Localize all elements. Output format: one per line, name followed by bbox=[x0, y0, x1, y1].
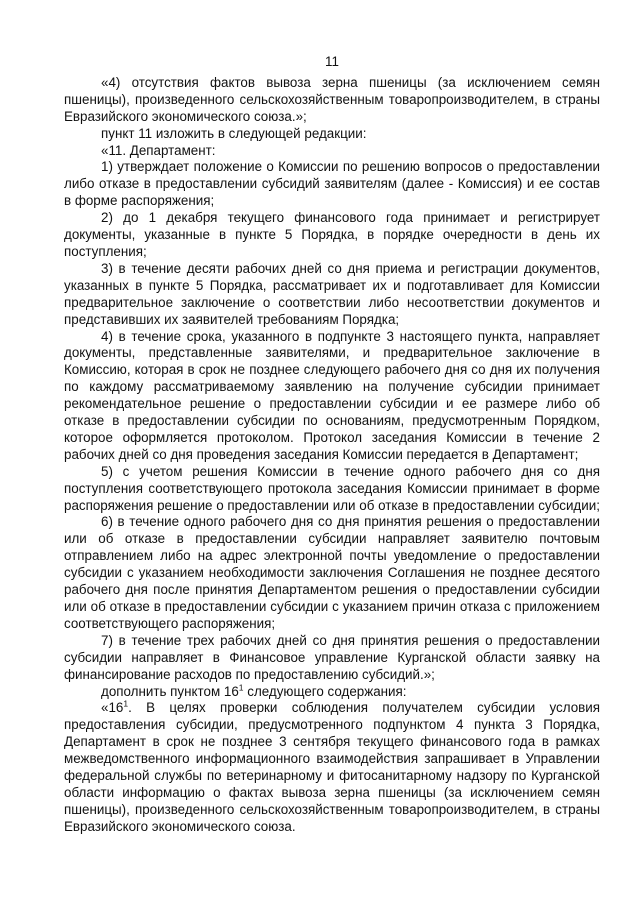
paragraph-subpoint-5: 5) с учетом решения Комиссии в течение одного рабочего дня со дня поступления соответствующего протокола заседания Комиссии принимает в форме распоряжения решение о предоставлении или об отказе в предоставлении субсидии; bbox=[64, 463, 600, 513]
paragraph-point-16-1 bbox=[64, 700, 600, 835]
paragraph-add-point-16-1 bbox=[64, 684, 600, 701]
paragraph-subpoint-7: 7) в течение трех рабочих дней со дня принятия решения о предоставлении субсидии направляет в Финансовое управление Курганской области заявку на финансирование расходов по предоставлению субсидий.»; bbox=[64, 632, 600, 682]
clause-number-superscript: 1 bbox=[123, 698, 129, 709]
paragraph-subpoint-3: 3) в течение десяти рабочих дней со дня приема и регистрации документов, указанных в пункте 5 Порядка, рассматривает их и подготавливает для Комиссии предварительное заключение о соответствии либо несоответствии документов и представивших их заявителей требованиям Порядка; bbox=[64, 260, 600, 327]
supplement-intro-after: следующего содержания: bbox=[243, 683, 407, 699]
paragraph-subpoint-4-end: «4) отсутствия фактов вывоза зерна пшеницы (за исключением семян пшеницы), произведенного сельскохозяйственным товаропроизводителем, в страны Евразийского экономического союза.»; bbox=[64, 74, 600, 124]
clause-number: «16 bbox=[101, 700, 124, 716]
paragraph-subpoint-1: 1) утверждает положение о Комиссии по решению вопросов о предоставлении либо отказе в предоставлении субсидий заявителям (далее - Комиссия) и ее состав в форме распоряжения; bbox=[64, 159, 600, 209]
paragraph-subpoint-4: 4) в течение срока, указанного в подпункте 3 настоящего пункта, направляет документы, представленные заявителями, и предварительное заключение в Комиссию, которая в срок не позднее следующего рабочего дня со дня их получения по каждому рассматриваемому заявлению на получение субсидии принимает рекомендательное решение о предоставлении субсидии и ее размере либо об отказе в предоставлении субсидии по основаниям, предусмотренным Порядком, которое оформляется протоколом. Протокол заседания Комиссии в течение 2 рабочих дней со дня проведения заседания Комиссии передается в Департамент; bbox=[64, 328, 600, 462]
paragraph-subpoint-6: 6) в течение одного рабочего дня со дня принятия решения о предоставлении или об отказе в предоставлении субсидии направляет заявителю почтовым отправлением либо на адрес электронной почты уведомление о предоставлении субсидии с указанием необходимости заключения Соглашения не позднее десятого рабочего дня после принятия Департаментом решения о предоставлении субсидии или об отказе в предоставлении субсидии с указанием причин отказа с приложением соответствующего распоряжения; bbox=[64, 514, 600, 631]
page-number: 11 bbox=[325, 54, 339, 69]
paragraph-subpoint-2: 2) до 1 декабря текущего финансового года принимает и регистрирует документы, указанные в пункте 5 Порядка, в порядке очередности в день их поступления; bbox=[64, 210, 600, 259]
supplement-intro-before: дополнить пунктом 16 bbox=[101, 683, 239, 699]
document-page bbox=[64, 54, 600, 836]
paragraph-amend-point-11: пункт 11 изложить в следующей редакции: bbox=[101, 125, 367, 141]
supplement-intro-superscript: 1 bbox=[238, 682, 244, 693]
paragraph-point-11-heading: «11. Департамент: bbox=[101, 142, 216, 158]
clause-text: . В целях проверки соблюдения получателем субсидии условия предоставления субсидии, предусмотренного подпунктом 4 пункта 3 Порядка, Департамент в срок не позднее 3 сентября текущего финансового года в рамках межведомственного информационного взаимодействия запрашивает в Управлении федеральной службы по ветеринарному и фитосанитарному надзору по Курганской области информацию о фактах вывоза зерна пшеницы (за исключением семян пшеницы), произведенного сельскохозяйственным товаропроизводителем, в страны Евразийского экономического союза. bbox=[64, 700, 600, 834]
